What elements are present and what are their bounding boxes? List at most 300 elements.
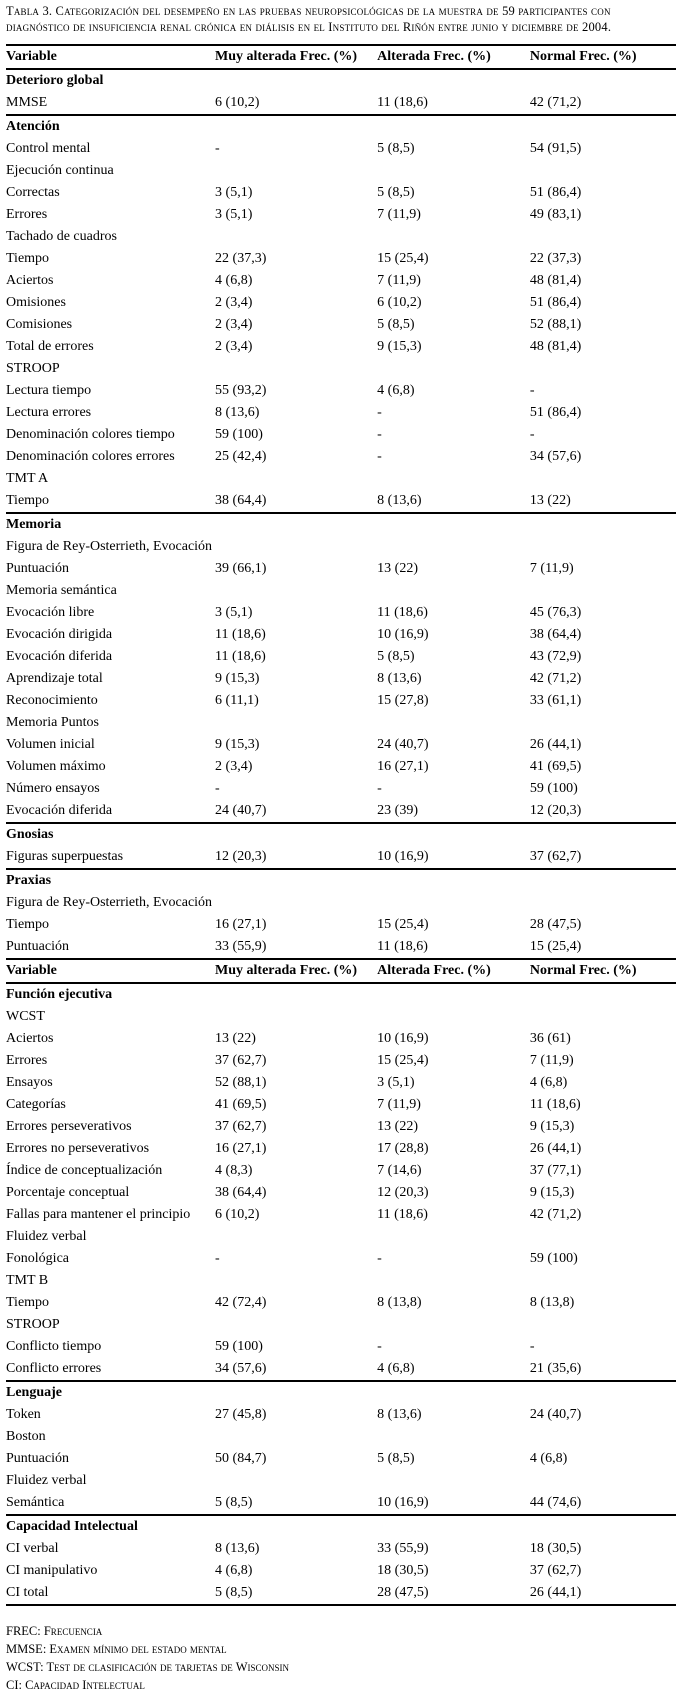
alterada-cell — [377, 869, 530, 892]
normal-cell: 34 (57,6) — [529, 449, 582, 464]
normal-cell: 11 (18,6) — [529, 1097, 581, 1112]
table-body — [6, 45, 676, 1605]
normal-cell: 45 (76,3) — [529, 605, 582, 620]
normal-cell: 28 (47,5) — [529, 917, 582, 932]
table-row — [6, 1582, 676, 1605]
muy-alterada-cell — [215, 1381, 377, 1404]
variable-cell: Deterioro global — [6, 73, 104, 88]
alterada-cell: 8 (13,6) — [377, 493, 422, 508]
muy-alterada-cell — [215, 1426, 377, 1448]
footnote-line: WCST: Test de clasificación de tarjetas de Wisconsin — [6, 1660, 289, 1674]
muy-alterada-cell: 8 (13,6) — [215, 1541, 260, 1556]
footnote-line: CI: Capacidad Intelectual — [6, 1678, 145, 1692]
alterada-cell: 15 (25,4) — [377, 251, 429, 266]
table-row — [6, 558, 676, 580]
variable-cell: Capacidad Intelectual — [6, 1515, 215, 1538]
normal-cell — [530, 536, 676, 558]
normal-cell: 42 (71,2) — [529, 1207, 582, 1222]
alterada-cell: 7 (11,9) — [377, 207, 421, 222]
variable-cell: Tiempo — [6, 251, 50, 266]
normal-cell: 49 (83,1) — [529, 207, 582, 222]
variable-cell: MMSE — [6, 95, 48, 110]
muy-alterada-cell — [215, 468, 377, 490]
table-row — [6, 734, 676, 756]
variable-cell: Volumen inicial — [6, 737, 95, 752]
variable-cell: CI manipulativo — [6, 1563, 98, 1578]
normal-cell — [530, 712, 676, 734]
alterada-cell: 5 (8,5) — [377, 185, 415, 200]
muy-alterada-cell — [215, 1314, 377, 1336]
muy-alterada-cell: 5 (8,5) — [215, 1582, 377, 1605]
alterada-cell: 15 (27,8) — [377, 693, 429, 708]
alterada-cell — [377, 1314, 530, 1336]
normal-cell: 26 (44,1) — [529, 737, 582, 752]
table-row — [6, 1448, 676, 1470]
variable-cell: Volumen máximo — [6, 759, 106, 774]
variable-cell: Puntuación — [6, 561, 69, 576]
variable-cell: STROOP — [6, 361, 60, 376]
alterada-cell: 4 (6,8) — [377, 383, 415, 398]
alterada-cell — [377, 1270, 530, 1292]
muy-alterada-cell: 22 (37,3) — [215, 251, 267, 266]
alterada-cell — [377, 1470, 530, 1492]
table-row — [6, 380, 676, 402]
alterada-cell: 8 (13,6) — [377, 1407, 422, 1422]
variable-cell: WCST — [6, 1009, 45, 1024]
muy-alterada-cell: 2 (3,4) — [215, 295, 253, 310]
table-row — [6, 1138, 676, 1160]
table-row — [6, 402, 676, 424]
muy-alterada-cell — [215, 358, 377, 380]
muy-alterada-cell: 11 (18,6) — [215, 627, 266, 642]
muy-alterada-cell: 3 (5,1) — [215, 185, 253, 200]
muy-alterada-cell: 11 (18,6) — [215, 649, 266, 664]
muy-alterada-cell — [215, 226, 377, 248]
muy-alterada-cell: 9 (15,3) — [215, 671, 260, 686]
subsection-row — [6, 536, 676, 558]
muy-alterada-cell: - — [215, 1251, 220, 1266]
alterada-cell: - — [377, 405, 382, 420]
alterada-cell: 33 (55,9) — [377, 1541, 429, 1556]
muy-alterada-cell: 6 (10,2) — [215, 95, 260, 110]
footnote-line: MMSE: Examen mínimo del estado mental — [6, 1642, 227, 1656]
normal-cell — [530, 1426, 676, 1448]
muy-alterada-cell: 3 (5,1) — [215, 207, 253, 222]
variable-cell: Número ensayos — [6, 781, 100, 796]
variable-cell: Evocación libre — [6, 605, 95, 620]
alterada-cell: 11 (18,6) — [377, 605, 428, 620]
normal-cell: 9 (15,3) — [529, 1119, 575, 1134]
table-row — [6, 1050, 676, 1072]
table-row — [6, 1248, 676, 1270]
variable-cell: Fluidez verbal — [6, 1473, 87, 1488]
table-row — [6, 690, 676, 712]
variable-cell: TMT A — [6, 471, 49, 486]
muy-alterada-cell: Muy alterada Frec. (%) — [215, 45, 377, 69]
variable-cell: Correctas — [6, 185, 60, 200]
section-row — [6, 983, 676, 1006]
normal-cell — [530, 983, 676, 1006]
alterada-cell: - — [377, 781, 382, 796]
muy-alterada-cell — [215, 1470, 377, 1492]
variable-cell: Tiempo — [6, 917, 50, 932]
normal-cell: Normal Frec. (%) — [530, 959, 676, 983]
table-row — [6, 1292, 676, 1314]
muy-alterada-cell: 25 (42,4) — [215, 449, 267, 464]
alterada-cell — [377, 160, 530, 182]
variable-cell: Figura de Rey-Osterrieth, Evocación — [6, 539, 213, 554]
section-row — [6, 513, 676, 536]
muy-alterada-cell — [215, 580, 377, 602]
table-row — [6, 936, 676, 959]
alterada-cell: 9 (15,3) — [377, 339, 422, 354]
variable-cell: Conflicto tiempo — [6, 1339, 102, 1354]
muy-alterada-cell: 6 (11,1) — [215, 693, 259, 708]
table-row — [6, 1492, 676, 1515]
subsection-row — [6, 712, 676, 734]
results-table — [6, 44, 676, 1606]
muy-alterada-cell — [215, 1006, 377, 1028]
normal-cell: 51 (86,4) — [529, 405, 582, 420]
normal-cell — [530, 869, 676, 892]
alterada-cell: - — [377, 449, 382, 464]
alterada-cell — [377, 358, 530, 380]
muy-alterada-cell — [215, 160, 377, 182]
normal-cell: 4 (6,8) — [529, 1075, 568, 1090]
variable-cell: Conflicto errores — [6, 1361, 102, 1376]
normal-cell: 7 (11,9) — [529, 561, 574, 576]
variable-cell: Tachado de cuadros — [6, 229, 117, 244]
variable-cell: Errores — [6, 207, 48, 222]
variable-cell: Figura de Rey-Osterrieth, Evocación — [6, 895, 213, 910]
variable-cell: Aciertos — [6, 273, 54, 288]
variable-cell: Gnosias — [6, 823, 215, 846]
subsection-row — [6, 1006, 676, 1028]
table-row — [6, 1028, 676, 1050]
normal-cell — [530, 513, 676, 536]
muy-alterada-cell — [215, 823, 377, 846]
table-row — [6, 778, 676, 800]
variable-cell: CI verbal — [6, 1541, 59, 1556]
normal-cell: 48 (81,4) — [529, 273, 582, 288]
table-row — [6, 204, 676, 226]
alterada-cell: 7 (11,9) — [377, 1097, 421, 1112]
muy-alterada-cell: 3 (5,1) — [215, 605, 253, 620]
variable-cell: Fallas para mantener el principio — [6, 1207, 191, 1222]
variable-cell: Token — [6, 1407, 41, 1422]
normal-cell — [530, 1006, 676, 1028]
normal-cell — [530, 69, 676, 92]
muy-alterada-cell: 8 (13,6) — [215, 405, 260, 420]
normal-cell: 44 (74,6) — [529, 1495, 582, 1510]
variable-cell: Memoria semántica — [6, 583, 117, 598]
alterada-cell: 28 (47,5) — [377, 1582, 530, 1605]
alterada-cell — [377, 580, 530, 602]
alterada-cell: 11 (18,6) — [377, 1207, 428, 1222]
table-row — [6, 624, 676, 646]
table-row — [6, 1160, 676, 1182]
variable-cell: Función ejecutiva — [6, 987, 113, 1002]
normal-cell — [530, 1314, 676, 1336]
variable-cell: Aprendizaje total — [6, 671, 103, 686]
alterada-cell: 5 (8,5) — [377, 317, 415, 332]
variable-cell: Tiempo — [6, 1295, 50, 1310]
muy-alterada-cell: 4 (8,3) — [215, 1163, 253, 1178]
variable-cell: Memoria Puntos — [6, 715, 99, 730]
variable-cell: Control mental — [6, 141, 91, 156]
muy-alterada-cell: 37 (62,7) — [215, 1053, 267, 1068]
section-row — [6, 869, 676, 892]
muy-alterada-cell: 16 (27,1) — [215, 1141, 267, 1156]
alterada-cell — [377, 712, 530, 734]
alterada-cell — [377, 1515, 530, 1538]
alterada-cell: 15 (25,4) — [377, 1053, 429, 1068]
alterada-cell: 10 (16,9) — [377, 849, 429, 864]
variable-cell: Boston — [6, 1429, 46, 1444]
muy-alterada-cell — [215, 712, 377, 734]
normal-cell: 7 (11,9) — [529, 1053, 574, 1068]
section-row — [6, 115, 676, 138]
variable-cell: Atención — [6, 115, 215, 138]
muy-alterada-cell: 13 (22) — [215, 1031, 256, 1046]
normal-cell: 21 (35,6) — [529, 1361, 582, 1376]
table-row — [6, 490, 676, 513]
variable-cell: Variable — [6, 959, 215, 983]
alterada-cell: - — [377, 427, 382, 442]
alterada-cell: 11 (18,6) — [377, 95, 428, 110]
alterada-cell: Alterada Frec. (%) — [377, 45, 530, 69]
subsection-row — [6, 580, 676, 602]
normal-cell: 15 (25,4) — [529, 939, 582, 954]
normal-cell: 37 (62,7) — [529, 849, 582, 864]
variable-cell: Lenguaje — [6, 1381, 215, 1404]
normal-cell: 12 (20,3) — [529, 803, 582, 818]
muy-alterada-cell: - — [215, 141, 220, 156]
muy-alterada-cell: 50 (84,7) — [215, 1451, 267, 1466]
muy-alterada-cell: 2 (3,4) — [215, 317, 253, 332]
table-row — [6, 1072, 676, 1094]
variable-cell: Puntuación — [6, 1451, 69, 1466]
alterada-cell: 8 (13,8) — [377, 1295, 422, 1310]
alterada-cell — [377, 1226, 530, 1248]
alterada-cell — [377, 983, 530, 1006]
variable-cell: Fluidez verbal — [6, 1229, 87, 1244]
normal-cell: 42 (71,2) — [529, 95, 582, 110]
normal-cell — [530, 226, 676, 248]
alterada-cell: 5 (8,5) — [377, 649, 415, 664]
variable-cell: Índice de conceptualización — [6, 1163, 163, 1178]
muy-alterada-cell: 34 (57,6) — [215, 1361, 267, 1376]
normal-cell — [530, 1515, 676, 1538]
table-row — [6, 756, 676, 778]
muy-alterada-cell: 2 (3,4) — [215, 339, 253, 354]
table-row — [6, 446, 676, 468]
alterada-cell: 13 (22) — [377, 561, 418, 576]
alterada-cell: 5 (8,5) — [377, 141, 415, 156]
variable-cell: TMT B — [6, 1273, 49, 1288]
subsection-row — [6, 226, 676, 248]
variable-cell: Reconocimiento — [6, 693, 98, 708]
muy-alterada-cell: 4 (6,8) — [215, 1563, 253, 1578]
table-row — [6, 270, 676, 292]
alterada-cell: - — [377, 1339, 382, 1354]
subsection-row — [6, 892, 676, 914]
alterada-cell: 7 (11,9) — [377, 273, 421, 288]
muy-alterada-cell: 5 (8,5) — [215, 1495, 253, 1510]
muy-alterada-cell — [215, 1270, 377, 1292]
alterada-cell — [377, 115, 530, 138]
normal-cell — [530, 823, 676, 846]
variable-cell: Variable — [6, 45, 215, 69]
muy-alterada-cell: 59 (100) — [215, 1339, 263, 1354]
subsection-row — [6, 358, 676, 380]
variable-cell: CI total — [6, 1582, 215, 1605]
normal-cell: 8 (13,8) — [529, 1295, 575, 1310]
variable-cell: STROOP — [6, 1317, 60, 1332]
alterada-cell — [377, 69, 530, 92]
normal-cell: 42 (71,2) — [529, 671, 582, 686]
variable-cell: Ejecución continua — [6, 163, 114, 178]
table-row — [6, 914, 676, 936]
variable-cell: Evocación diferida — [6, 803, 113, 818]
muy-alterada-cell: 38 (64,4) — [215, 493, 267, 508]
normal-cell: 54 (91,5) — [529, 141, 582, 156]
normal-cell: Normal Frec. (%) — [530, 45, 676, 69]
normal-cell: - — [529, 1339, 535, 1354]
alterada-cell: 11 (18,6) — [377, 939, 428, 954]
alterada-cell: 10 (16,9) — [377, 1031, 429, 1046]
muy-alterada-cell: 6 (10,2) — [215, 1207, 260, 1222]
table-row — [6, 646, 676, 668]
section-row — [6, 1381, 676, 1404]
muy-alterada-cell: 12 (20,3) — [215, 849, 267, 864]
table-row — [6, 800, 676, 823]
table-header-row — [6, 959, 676, 983]
muy-alterada-cell: 59 (100) — [215, 427, 263, 442]
normal-cell — [530, 358, 676, 380]
subsection-row — [6, 1426, 676, 1448]
muy-alterada-cell: 38 (64,4) — [215, 1185, 267, 1200]
muy-alterada-cell — [215, 536, 377, 558]
alterada-cell: 4 (6,8) — [377, 1361, 415, 1376]
subsection-row — [6, 1226, 676, 1248]
alterada-cell — [377, 1381, 530, 1404]
normal-cell: 24 (40,7) — [529, 1407, 582, 1422]
muy-alterada-cell — [215, 513, 377, 536]
muy-alterada-cell: 39 (66,1) — [215, 561, 267, 576]
variable-cell: Tiempo — [6, 493, 50, 508]
variable-cell: Praxias — [6, 869, 215, 892]
footnotes — [6, 1622, 676, 1694]
table-row — [6, 248, 676, 270]
variable-cell: Figuras superpuestas — [6, 849, 124, 864]
subsection-row — [6, 468, 676, 490]
normal-cell — [530, 580, 676, 602]
table-row — [6, 1336, 676, 1358]
table-row — [6, 1182, 676, 1204]
table-row — [6, 182, 676, 204]
normal-cell: 38 (64,4) — [529, 627, 582, 642]
variable-cell: Aciertos — [6, 1031, 54, 1046]
normal-cell: 4 (6,8) — [529, 1451, 568, 1466]
muy-alterada-cell: 42 (72,4) — [215, 1295, 267, 1310]
normal-cell: 43 (72,9) — [529, 649, 582, 664]
muy-alterada-cell — [215, 892, 377, 914]
subsection-row — [6, 1470, 676, 1492]
normal-cell: 36 (61) — [529, 1031, 571, 1046]
variable-cell: Ensayos — [6, 1075, 53, 1090]
variable-cell: Errores perseverativos — [6, 1119, 132, 1134]
table-row — [6, 1404, 676, 1426]
subsection-row — [6, 1270, 676, 1292]
normal-cell — [530, 892, 676, 914]
alterada-cell — [377, 513, 530, 536]
alterada-cell — [377, 468, 530, 490]
muy-alterada-cell: 33 (55,9) — [215, 939, 267, 954]
table-row — [6, 92, 676, 115]
normal-cell: 26 (44,1) — [529, 1141, 582, 1156]
normal-cell — [530, 160, 676, 182]
normal-cell — [530, 1470, 676, 1492]
muy-alterada-cell: 27 (45,8) — [215, 1407, 267, 1422]
table-row — [6, 668, 676, 690]
muy-alterada-cell — [215, 983, 377, 1006]
alterada-cell — [377, 1006, 530, 1028]
normal-cell: 18 (30,5) — [529, 1541, 582, 1556]
subsection-row — [6, 1314, 676, 1336]
alterada-cell — [377, 226, 530, 248]
variable-cell: Total de errores — [6, 339, 94, 354]
variable-cell: Fonológica — [6, 1251, 69, 1266]
alterada-cell: Alterada Frec. (%) — [377, 959, 530, 983]
muy-alterada-cell — [215, 1226, 377, 1248]
alterada-cell: 18 (30,5) — [377, 1563, 429, 1578]
table-row — [6, 314, 676, 336]
normal-cell: 51 (86,4) — [529, 295, 582, 310]
muy-alterada-cell: Muy alterada Frec. (%) — [215, 959, 377, 983]
normal-cell: - — [529, 383, 535, 398]
normal-cell: 22 (37,3) — [529, 251, 582, 266]
variable-cell: Errores no perseverativos — [6, 1141, 150, 1156]
alterada-cell: 16 (27,1) — [377, 759, 429, 774]
table-row — [6, 292, 676, 314]
muy-alterada-cell — [215, 115, 377, 138]
normal-cell — [530, 1226, 676, 1248]
normal-cell: 9 (15,3) — [529, 1185, 575, 1200]
normal-cell — [530, 1381, 676, 1404]
muy-alterada-cell: - — [215, 781, 220, 796]
muy-alterada-cell — [215, 869, 377, 892]
table-row — [6, 846, 676, 869]
subsection-row — [6, 160, 676, 182]
section-row — [6, 823, 676, 846]
alterada-cell: 24 (40,7) — [377, 737, 429, 752]
alterada-cell: 12 (20,3) — [377, 1185, 429, 1200]
normal-cell: 13 (22) — [529, 493, 571, 508]
alterada-cell: 7 (14,6) — [377, 1163, 422, 1178]
variable-cell: Lectura errores — [6, 405, 92, 420]
muy-alterada-cell: 16 (27,1) — [215, 917, 267, 932]
alterada-cell: 8 (13,6) — [377, 671, 422, 686]
variable-cell: Denominación colores errores — [6, 449, 175, 464]
muy-alterada-cell: 4 (6,8) — [215, 273, 253, 288]
normal-cell — [530, 1270, 676, 1292]
normal-cell: 59 (100) — [529, 781, 578, 796]
muy-alterada-cell — [215, 1515, 377, 1538]
variable-cell: Semántica — [6, 1495, 65, 1510]
table-row — [6, 1358, 676, 1381]
alterada-cell — [377, 1426, 530, 1448]
